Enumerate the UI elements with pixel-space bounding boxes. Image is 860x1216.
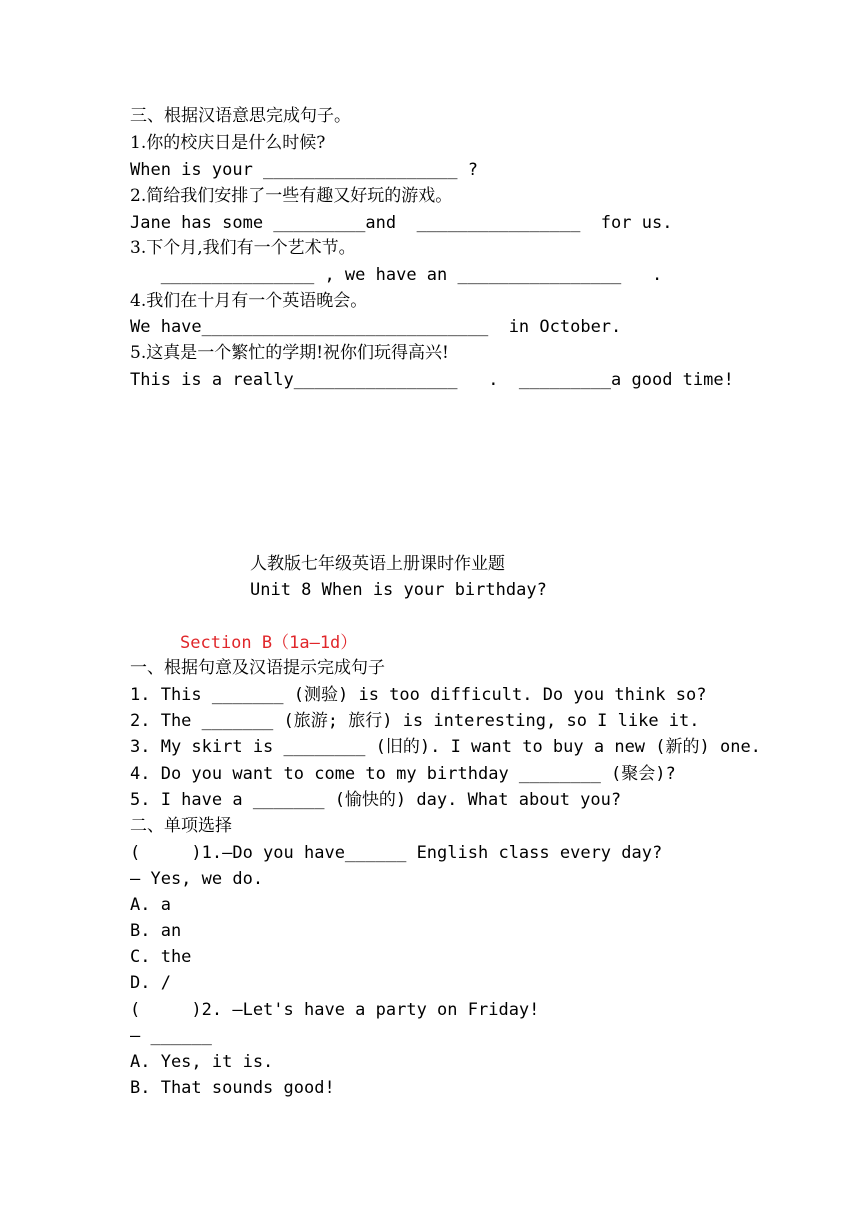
option-a: A. a bbox=[130, 895, 171, 915]
part1-line: 2. The _______ (旅游; 旅行) is interesting, so I like it. bbox=[130, 711, 700, 731]
part2-heading: 二、单项选择 bbox=[130, 816, 232, 836]
part3-heading: 三、根据汉语意思完成句子。 bbox=[130, 106, 351, 126]
question-reply: — Yes, we do. bbox=[130, 869, 264, 889]
part3-line: 2.简给我们安排了一些有趣又好玩的游戏。 bbox=[130, 186, 453, 206]
question-stem: ( )2. —Let's have a party on Friday! bbox=[130, 1000, 540, 1020]
part3-line: We have____________________________ in October. bbox=[130, 317, 622, 337]
part3-line: 3.下个月,我们有一个艺术节。 bbox=[130, 238, 356, 258]
part3-line: 1.你的校庆日是什么时候? bbox=[130, 133, 326, 153]
part3-line: This is a really________________ . _________a good time! bbox=[130, 370, 734, 390]
option-b: B. an bbox=[130, 921, 182, 941]
part1-line: 5. I have a _______ (愉快的) day. What about you? bbox=[130, 790, 622, 810]
question-reply: — ______ bbox=[130, 1026, 212, 1046]
part3-line: Jane has some _________and ________________ for us. bbox=[130, 213, 673, 233]
part3-line: When is your ___________________ ? bbox=[130, 160, 478, 180]
option-b: B. That sounds good! bbox=[130, 1078, 335, 1098]
part1-line: 1. This _______ (测验) is too difficult. Do you think so? bbox=[130, 685, 707, 705]
part3-line: _______________ , we have an ________________ . bbox=[130, 265, 663, 285]
option-c: C. the bbox=[130, 947, 192, 967]
option-a: A. Yes, it is. bbox=[130, 1052, 274, 1072]
part3-line: 4.我们在十月有一个英语晚会。 bbox=[130, 291, 368, 311]
worksheet-subtitle: Unit 8 When is your birthday? bbox=[250, 580, 547, 600]
section-label: Section B（1a—1d） bbox=[180, 633, 358, 653]
worksheet-title: 人教版七年级英语上册课时作业题 bbox=[250, 554, 505, 574]
part1-line: 4. Do you want to come to my birthday ________ (聚会)? bbox=[130, 764, 676, 784]
option-d: D. / bbox=[130, 973, 171, 993]
question-stem: ( )1.—Do you have______ English class every day? bbox=[130, 843, 663, 863]
part1-line: 3. My skirt is ________ (旧的). I want to buy a new (新的) one. bbox=[130, 737, 761, 757]
part3-line: 5.这真是一个繁忙的学期!祝你们玩得高兴! bbox=[130, 343, 449, 363]
part1-heading: 一、根据句意及汉语提示完成句子 bbox=[130, 658, 385, 678]
